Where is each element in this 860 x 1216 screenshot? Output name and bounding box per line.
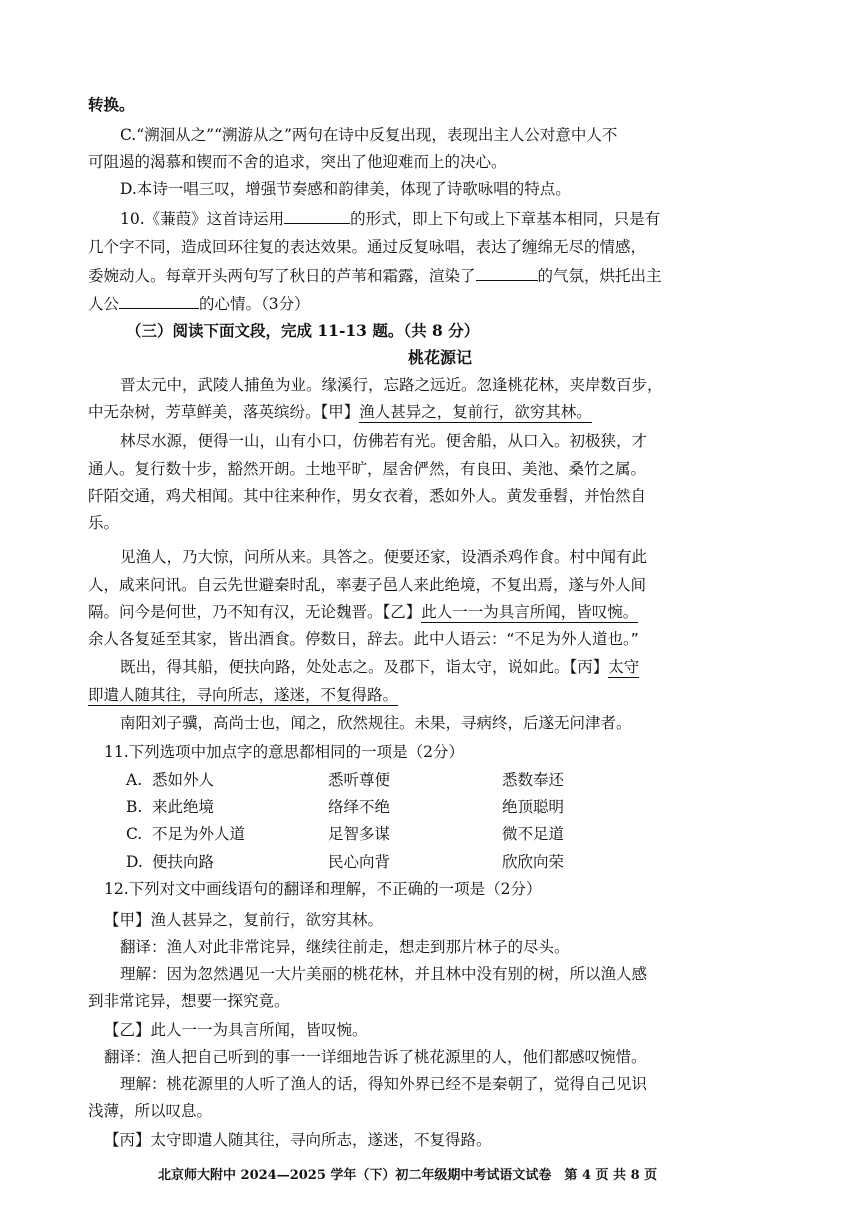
section-heading: （三）阅读下面文段，完成 11-13 题。（共 8 分） (126, 321, 480, 340)
q10-line4 (88, 292, 310, 315)
option-word: 民心向背 (328, 853, 391, 871)
option-letter: D. (126, 853, 143, 871)
q12-yi-translation: 翻译：渔人把自己听到的事一一详细地告诉了桃花源里的人，他们都感叹惋惜。 (104, 1048, 647, 1066)
q12-jia-translation: 翻译：渔人对此非常诧异，继续往前走，想走到那片林子的尽头。 (120, 938, 570, 956)
q10-text-c: 委婉动人。每章开头两句写了秋日的芦苇和霜露，渲染了 (88, 267, 476, 285)
option-word: 欣欣向荣 (502, 853, 565, 871)
option-word: 足智多谋 (328, 825, 391, 843)
q10-blank-1[interactable] (284, 207, 350, 224)
q12-jia-understanding-line2: 到非常诧异，想要一探究竟。 (88, 992, 290, 1010)
underlined-sentence-jia: 渔人甚异之，复前行，欲穷其林。 (359, 403, 592, 421)
option-word: 来此绝境 (152, 798, 215, 816)
option-letter: A. (126, 771, 143, 789)
option-word: 悉数奉还 (502, 771, 565, 789)
q11-stem: 11.下列选项中加点字的意思都相同的一项是（2分） (104, 743, 465, 761)
q12-jia-understanding-line1: 理解：因为忽然遇见一大片美丽的桃花林，并且林中没有别的树，所以渔人感 (120, 965, 648, 983)
passage-p4-line2 (88, 684, 398, 706)
option-letter: B. (126, 798, 143, 816)
passage-p5-line1: 南阳刘子骥，高尚士也，闻之，欣然规往。未果，寻病终，后遂无问津者。 (120, 714, 632, 732)
passage-p4-line1 (120, 656, 639, 678)
q10-text-a: 10.《蒹葭》这首诗运用 (120, 210, 285, 228)
option-letter: C. (126, 825, 143, 843)
passage-text: 中无杂树，芳草鲜美，落英缤纷。【甲】 (88, 403, 360, 421)
q10-text-f: 的心情。（3分） (199, 295, 310, 313)
q12-yi-sentence: 【乙】此人一一为具言所闻，皆叹惋。 (104, 1021, 368, 1039)
option-word: 悉听尊便 (328, 771, 391, 789)
q12-yi-understanding-line1: 理解：桃花源里的人听了渔人的话，得知外界已经不是秦朝了，觉得自己见识 (120, 1075, 648, 1093)
underlined-sentence-yi: 此人一一为具言所闻，皆叹惋。 (421, 603, 639, 621)
page-footer: 北京师大附中 2024—2025 学年（下）初二年级期中考试语文试卷 第 4 页 共 8 页 (158, 1168, 658, 1183)
option-word: 不足为外人道 (152, 825, 246, 843)
q10-text-e: 人公 (88, 295, 120, 313)
option-word: 悉如外人 (152, 771, 215, 789)
q10-line3 (88, 264, 662, 287)
passage-p2-line3: 阡陌交通，鸡犬相闻。其中往来种作，男女衣着，悉如外人。黄发垂髫，并怡然自 (88, 487, 647, 505)
passage-p2-line4: 乐。 (88, 514, 120, 532)
passage-p1-line2 (88, 401, 592, 423)
passage-text: 既出，得其船，便扶向路，处处志之。及郡下，诣太守，说如此。【丙】 (120, 658, 609, 676)
option-c-line1: C.“溯洄从之”“溯游从之”两句在诗中反复出现，表现出主人公对意中人不 (120, 126, 618, 144)
prev-text: 转换。 (88, 95, 135, 114)
q12-stem: 12.下列对文中画线语句的翻译和理解，不正确的一项是（2分） (104, 880, 542, 898)
q10-line1 (120, 207, 660, 230)
q12-yi-understanding-line2: 浅薄，所以叹息。 (88, 1102, 213, 1120)
q12-jia-sentence: 【甲】渔人甚异之，复前行，欲穷其林。 (104, 911, 384, 929)
passage-p3-line2: 人，咸来问讯。自云先世避秦时乱，率妻子邑人来此绝境，不复出焉，遂与外人间 (88, 576, 647, 594)
passage-p3-line1: 见渔人，乃大惊，问所从来。具答之。便要还家，设酒杀鸡作食。村中闻有此 (120, 548, 648, 566)
option-word: 络绎不绝 (328, 798, 391, 816)
option-d-line1: D.本诗一唱三叹，增强节奏感和韵律美，体现了诗歌咏唱的特点。 (120, 180, 571, 198)
q10-blank-2[interactable] (476, 264, 538, 281)
q10-line2: 几个字不同，造成回环往复的表达效果。通过反复咏唱，表达了缠绵无尽的情感， (88, 238, 647, 256)
passage-p1-line1: 晋太元中，武陵人捕鱼为业。缘溪行，忘路之远近。忽逢桃花林，夹岸数百步， (120, 376, 663, 394)
underlined-sentence-bing-start: 太守 (608, 658, 640, 676)
passage-p3-line3 (88, 601, 638, 623)
passage-text: 隔。问今是何世，乃不知有汉，无论魏晋。【乙】 (88, 603, 422, 621)
option-word: 便扶向路 (152, 853, 215, 871)
passage-title: 桃花源记 (408, 348, 473, 367)
passage-p2-line2: 通人。复行数十步，豁然开朗。土地平旷，屋舍俨然，有良田、美池、桑竹之属。 (88, 460, 647, 478)
q12-bing-sentence: 【丙】太守即遣人随其往，寻向所志，遂迷，不复得路。 (104, 1131, 492, 1149)
option-word: 微不足道 (502, 825, 565, 843)
option-word: 绝顶聪明 (502, 798, 565, 816)
passage-p3-line4: 余人各复延至其家，皆出酒食。停数日，辞去。此中人语云：“不足为外人道也。” (88, 630, 639, 648)
q10-blank-3[interactable] (119, 292, 199, 309)
passage-p2-line1: 林尽水源，便得一山，山有小口，仿佛若有光。便舍船，从口入。初极狭，才 (120, 432, 648, 450)
q10-text-b: 的形式，即上下句或上下章基本相同，只是有 (350, 210, 661, 228)
q10-text-d: 的气氛，烘托出主 (537, 267, 662, 285)
underlined-sentence-bing-end: 即遣人随其往，寻向所志，遂迷，不复得路。 (88, 686, 399, 704)
option-c-line2: 可阻遏的渴慕和锲而不舍的追求，突出了他迎难而上的决心。 (88, 153, 507, 171)
